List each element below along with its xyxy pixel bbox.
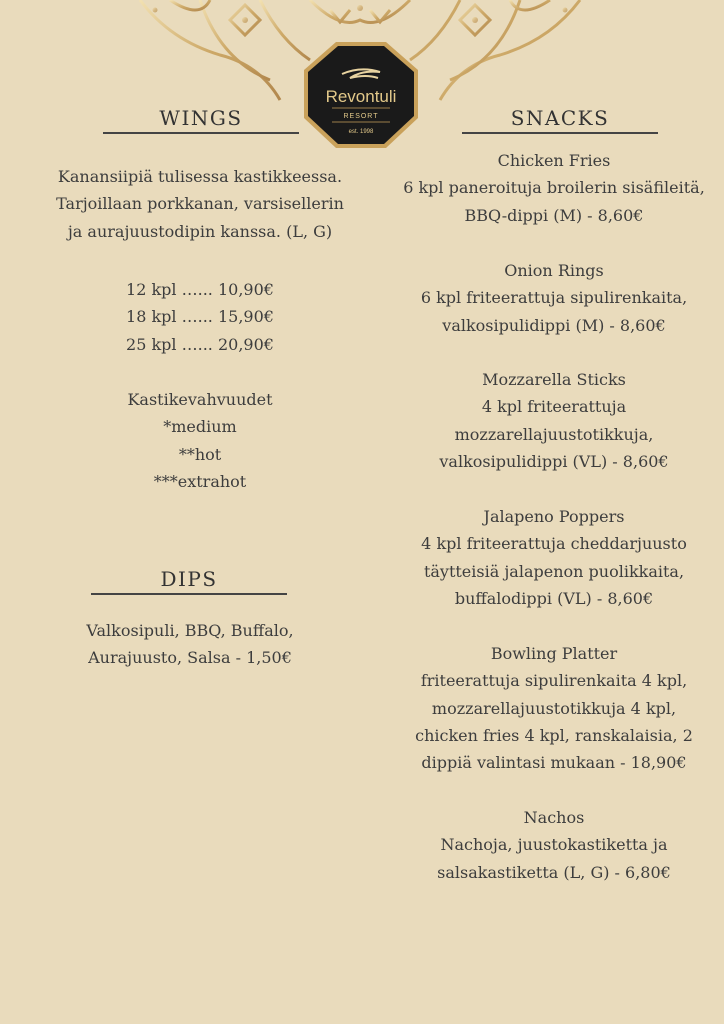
dips-title: DIPS [160,567,218,591]
snack-item-name: Mozzarella Sticks [482,370,626,389]
snack-item-line: dippiä valintasi mukaan - 18,90€ [421,753,687,773]
snacks-underline [462,132,658,134]
snack-item-line: salsakastiketta (L, G) - 6,80€ [437,862,671,882]
snack-item-line: chicken fries 4 kpl, ranskalaisia, 2 [415,725,693,745]
sauce-level: **hot [178,444,222,464]
dips-underline [91,593,287,595]
wings-underline [103,132,299,134]
wings-title: WINGS [159,106,243,130]
snack-item-line: 4 kpl friteerattuja cheddarjuusto [421,534,687,554]
snack-item-bowling-platter [364,640,724,776]
snack-item-name: Nachos [523,808,585,827]
dips-line: Aurajuusto, Salsa - 1,50€ [88,648,292,668]
snack-item-line: valkosipulidippi (VL) - 8,60€ [439,451,669,471]
snack-item-line: mozzarellajuustotikkuja 4 kpl, [431,698,677,718]
snack-item-name: Jalapeno Poppers [483,507,625,526]
wings-price-row: 12 kpl …... 10,90€ [126,280,274,299]
snack-item-name: Bowling Platter [490,644,618,663]
wings-description [20,163,380,245]
snack-item-line: 4 kpl friteerattuja [481,397,627,417]
snack-item-line: BBQ-dippi (M) - 8,60€ [464,205,644,225]
snack-item-name: Onion Rings [504,261,604,280]
snack-item-line: friteerattuja sipulirenkaita 4 kpl, [420,671,688,691]
sauce-strength-list [20,386,380,495]
sauce-level: *medium [163,417,237,437]
wings-description-line: Tarjoillaan porkkanan, varsisellerin [56,194,344,214]
snack-item-line: valkosipulidippi (M) - 8,60€ [442,315,666,335]
logo-est-text: est. 1998 [348,129,374,135]
snack-item-mozzarella-sticks [364,366,724,475]
logo-brand-text: Revontuli [325,87,397,106]
revontuli-logo [302,40,420,150]
snack-item-onion-rings [364,257,724,339]
dips-list [10,617,370,672]
logo-badge-shape [302,40,420,150]
snack-item-line: 6 kpl friteerattuja sipulirenkaita, [420,288,688,308]
wings-price-row: 25 kpl …... 20,90€ [126,334,274,354]
snack-item-line: 6 kpl paneroituja broilerin sisäfileitä, [403,178,705,198]
snack-item-chicken-fries [364,147,724,229]
snack-item-line: mozzarellajuustotikkuja, [454,424,654,444]
dips-line: Valkosipuli, BBQ, Buffalo, [86,621,294,640]
snack-item-nachos [364,804,724,886]
sauce-strength-title: Kastikevahvuudet [127,390,273,409]
logo-sub-text: RESORT [343,113,379,120]
wings-price-list [20,276,380,358]
snack-item-line: täytteisiä jalapenon puolikkaita, [423,561,685,581]
snack-item-name: Chicken Fries [497,151,611,170]
wings-description-line: ja aurajuustodipin kanssa. (L, G) [67,221,333,241]
snack-item-jalapeno-poppers [364,503,724,612]
wings-price-row: 18 kpl …... 15,90€ [126,307,274,327]
snacks-title: SNACKS [510,106,610,130]
sauce-level: ***extrahot [153,471,247,491]
wings-description-line: Kanansiipiä tulisessa kastikkeessa. [57,167,343,186]
snack-item-line: Nachoja, juustokastiketta ja [440,835,668,855]
snack-item-line: buffalodippi (VL) - 8,60€ [454,588,654,608]
